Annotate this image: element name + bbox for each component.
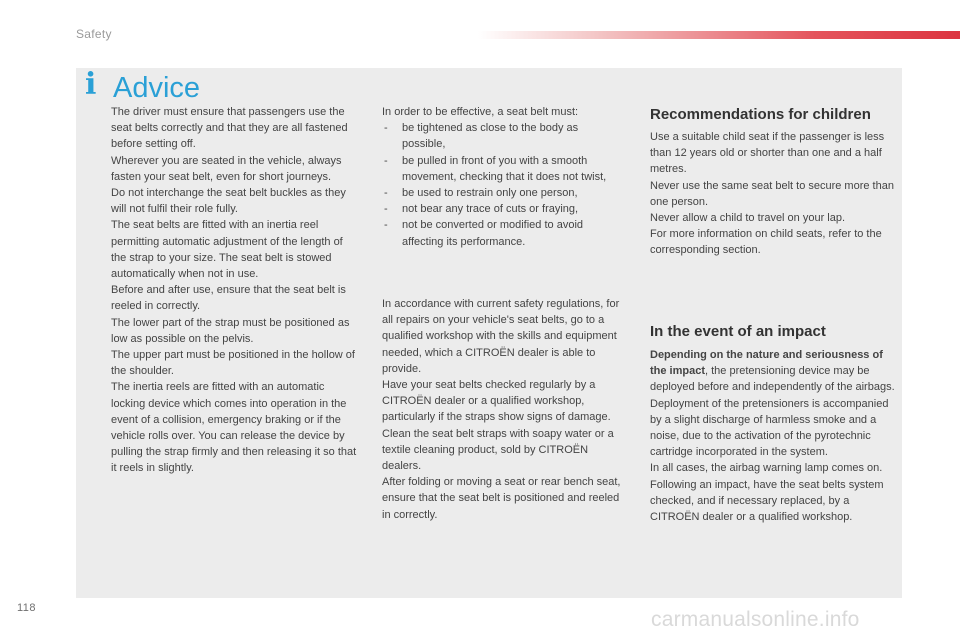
paragraph: Have your seat belts checked regularly by a CITROËN dealer or a qualified workshop, particularly if the straps show signs of damage. (382, 379, 611, 424)
list-item: - not be converted or modified to avoid affecting its performance. (382, 217, 622, 249)
impact-section (650, 347, 900, 525)
paragraph: The inertia reels are fitted with an automatic locking device which comes into operation in the event of a collision, emergency braking or if the vehicle rolls over. You can release the device by pulling the strap firmly and then releasing it so that it reels in slightly. (111, 381, 357, 475)
info-icon: i (85, 67, 97, 102)
advice-column-1 (111, 104, 357, 477)
paragraph: Clean the seat belt straps with soapy water or a textile cleaning product, sold by CITROËN dealers. (382, 427, 614, 473)
impact-lead-rest: , the pretensioning device may be deployed before and independently of the airbags. Deployment of the pretensioners is accompanied by a slight discharge of harmless smoke and a noise, due to the activation of the pyrotechnic cartridge incorporated in the system. (650, 365, 895, 459)
paragraph: Wherever you are seated in the vehicle, always fasten your seat belt, even for short journeys. (111, 154, 342, 183)
paragraph: The seat belts are fitted with an inertia reel permitting automatic adjustment of the length of the strap to your size. The seat belt is stowed automatically when not in use. (111, 219, 343, 281)
paragraph: Never allow a child to travel on your lap. (650, 212, 846, 225)
paragraph: For more information on child seats, refer to the corresponding section. (650, 228, 882, 257)
children-section (650, 129, 900, 259)
header-accent-bar (478, 31, 960, 39)
paragraph: In all cases, the airbag warning lamp comes on. (650, 462, 883, 475)
paragraph: The upper part must be positioned in the hollow of the shoulder. (111, 349, 355, 378)
paragraph: Use a suitable child seat if the passenger is less than 12 years old or shorter than one and a half metres. (650, 131, 885, 176)
paragraph: Do not interchange the seat belt buckles as they will not fulfil their role fully. (111, 187, 346, 216)
watermark: carmanualsonline.info (651, 608, 860, 631)
paragraph (650, 347, 900, 460)
seat-belt-requirements-list (382, 120, 622, 250)
paragraph: After folding or moving a seat or rear bench seat, ensure that the seat belt is positioned and reeled in correctly. (382, 476, 621, 521)
children-heading: Recommendations for children (650, 106, 871, 123)
advice-title: Advice (113, 72, 201, 104)
paragraph: In accordance with current safety regulations, for all repairs on your vehicle's seat belts, go to a qualified workshop with the skills and equipment needed, which a CITROËN dealer is able to provide. (382, 298, 620, 375)
page-number: 118 (17, 602, 37, 614)
paragraph: The lower part of the strap must be positioned as low as possible on the pelvis. (111, 316, 350, 345)
list-item: - be used to restrain only one person, (382, 185, 622, 201)
section-label: Safety (76, 27, 112, 41)
paragraph: Following an impact, have the seat belts system checked, and if necessary replaced, by a CITROËN dealer or a qualified workshop. (650, 478, 884, 524)
list-item: - be pulled in front of you with a smooth movement, checking that it does not twist, (382, 153, 622, 185)
impact-heading: In the event of an impact (650, 323, 826, 340)
list-intro: In order to be effective, a seat belt must: (382, 106, 579, 118)
advice-column-2-lower (382, 296, 622, 523)
impact-lead-bold: Depending on the nature and seriousness of the impact (650, 349, 883, 378)
advice-column-2 (382, 104, 622, 250)
paragraph: Before and after use, ensure that the seat belt is reeled in correctly. (111, 284, 346, 313)
list-item: - not bear any trace of cuts or fraying, (382, 201, 622, 217)
paragraph: Never use the same seat belt to secure more than one person. (650, 179, 894, 208)
list-item: - be tightened as close to the body as possible, (382, 120, 622, 152)
paragraph: The driver must ensure that passengers use the seat belts correctly and that they are all fastened before setting off. (111, 106, 348, 151)
